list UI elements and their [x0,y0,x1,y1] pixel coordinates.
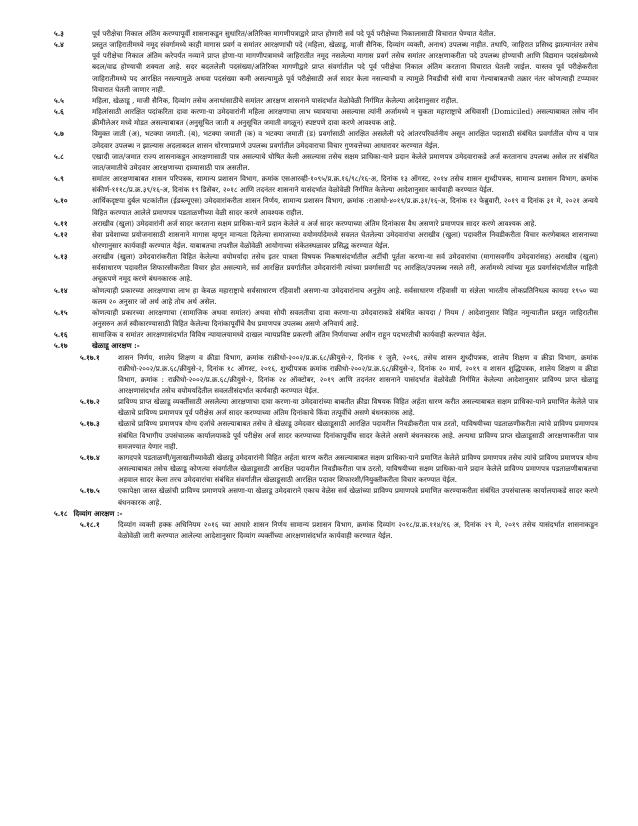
paragraph-number: ५.१८ [54,508,68,518]
section-heading [54,508,598,519]
paragraph-text: शासन निर्णय, शालेय शिक्षण व क्रीडा विभाग, क्रमांक राक्रीधो-२००२/प्र.क्र.६८/क्रीयुसे-२, दिनांक १ जुलै, २०१६, तसेच शासन शुध्दीपत्रक, शालेय शिक्षण व क्रीडा विभाग, क्रमांक राक्रीधो-२००२/प्र.क्र.६८/क्रीयुसे-२, दिनांक १८ ऑगस्ट, २०१६, शुध्दीपत्रक क्रमांक राक्रीधो-२००२/प्र.क्र.६८/क्रीयुसे-२, दिनांक २० मार्च, २०१९ व शासन शुद्धिपत्रक, शालेय शिक्षण व क्रीडा विभाग, क्रमांक : राक्रीधो-२००२/प्र.क्र.६८/क्रीयुसे-२, दिनांक २४ ऑक्टोबर, २०१९ आणि तदनंतर शासनाने यासंदर्भात वेळोवेळी निर्गमित केलेल्या आदेशानुसार प्राविण्य प्राप्त खेळाडू आरक्षणासंदर्भात तसेच वयोमर्यादेतील सवलतीसंदर्भात कार्यवाही करण्यात येईल. [118,352,598,395]
paragraph-text: खेळाचे प्राविण्य प्रमाणपत्र योग्य दर्जाचे असल्याबाबत तसेच ते खेळाडू उमेदवार खेळाडूसाठी आरक्षित पदावरील निवडीकरीता पात्र ठरतो, याविषयीच्या पडताळणीकरीता त्यांचे प्राविण्य प्रमाणपत्र संबंधित विभागीय उपसंचालक कार्यालयाकडे पूर्व परीक्षेस अर्ज सादर करण्याच्या दिनांकापूर्वीच सादर केलेले असणे बंधनकारक आहे. अन्यथा प्राविण्य प्राप्त खेळाडूसाठी आरक्षणाकरीता पात्र समजण्यात येणार नाही. [118,419,598,451]
paragraph-number: ५.६ [54,107,64,117]
heading-text: दिव्यांग आरक्षण :- [73,508,123,518]
rule-paragraph [54,485,598,507]
paragraph-text: सामाजिक व समांतर आरक्षणासंदर्भात विविध न्यायालयामध्ये दाखल न्यायप्रविष्ट प्रकरणी अंतिम निर्णयाच्या अधीन राहून पदभरतीची कार्यवाही करण्यात येईल. [92,330,487,340]
paragraph-number: ५.१७.२ [80,397,100,407]
paragraph-number: ५.१८.१ [80,519,100,529]
paragraph-text: अराखीव (खुला) उमेदवारांनी अर्ज सादर करताना सक्षम प्राधिका-याने प्रदान केलेले व अर्ज सादर करण्याच्या अंतिम दिनांकास वैध असणारे प्रमाणपत्र सादर करणे आवश्यक आहे. [92,218,537,228]
paragraph-number: ५.१६ [54,330,68,340]
paragraph-text: एकापेक्षा जास्त खेळांची प्राविण्य प्रमाणपत्रे असणा-या खेळाडू उमेदवाराने एकाच वेळेस सर्व खेळांच्या प्राविण्य प्रमाणपत्रे प्रमाणित करण्याकरीता संबंधित उपसंचालक कार्यालयाकडे सादर करणे बंधनकारक आहे. [118,486,598,507]
paragraph-text: महिलांसाठी आरक्षित पदांकरिता दावा करणा-या उमेदवारांनी महिला आरक्षणाचा लाभ घ्यावयाचा असल्यास त्यांनी अर्जामध्ये न चुकता महाराष्ट्राचे अधिवासी (Domiciled) असल्याबाबत तसेच नॉन क्रीमीलेअर मध्ये मोडत असल्याबाबत (अनुसूचित जाती व अनुसूचित जमाती वगळून) स्पष्टपणे दावा करणे आवश्यक आहे. [92,107,598,128]
paragraph-number: ५.१७.१ [80,352,100,362]
paragraph-number: ५.७ [54,129,64,139]
paragraph-text: प्राविण्य प्राप्त खेळाडू व्यक्तींसाठी असलेल्या आरक्षणाचा दावा करणा-या उमेदवारांच्या बाबतीत क्रीडा विषयक विहित अर्हता धारण करीत असल्याबाबत सक्षम प्राधिका-याने प्रमाणित केलेले पात्र खेळाचे प्राविण्य प्रमाणपत्र पूर्व परीक्षेस अर्ज सादर करण्याच्या अंतिम दिनांकाचे किंवा तत्पूर्वीचे असणे बंधनकारक आहे. [118,397,598,418]
paragraph-number: ५.१३ [54,252,68,262]
rule-paragraph [54,229,598,251]
rule-paragraph [54,285,598,307]
rule-paragraph [54,195,598,217]
paragraph-text: अराखीव (खुला) उमेदवारांकरीता विहित केलेल्या वयोमर्यादा तसेच इतर पात्रता विषयक निकषासंदर्भातील अटींची पूर्तता करणा-या सर्व उमेदवारांचा (मागासवर्गीय उमेदवारांसह) अराखीव (खुला) सर्वसाधारण पदावरील शिफारसीकरीता विचार होत असल्याने, सर्व आरक्षित प्रवर्गातील उमेदवारांनी त्यांच्या प्रवर्गासाठी पद आरक्षित/उपलब्ध नसले तरी, अर्जामध्ये त्यांच्या मूळ प्रवर्गासंदर्भातील माहिती अचूकपणे नमूद करणे बंधनकारक आहे. [92,252,598,284]
rule-paragraph [54,396,598,418]
rule-paragraph [54,173,598,195]
paragraph-number: ५.५ [54,95,64,105]
paragraph-number: ५.१४ [54,285,68,295]
rules-section [54,28,598,541]
rule-paragraph [54,28,598,39]
paragraph-text: प्रस्तुत जाहिरातीमध्ये नमूद संवर्गामध्ये काही मागास प्रवर्ग व समांतर आरक्षणाची पदे (महिला, खेळाडू, माजी सैनिक, दिव्यांग व्यक्ती, अनाथ) उपलब्ध नाहीत. तथापि, जाहिरात प्रसिध्द झाल्यानंतर तसेच पूर्व परीक्षेचा निकाल अंतिम करेपर्यंत नव्याने प्राप्त होणा-या मागणीपत्रामध्ये जाहिरातीत नमूद नसलेल्या मागास प्रवर्ग तसेच समांतर आरक्षणाकरीता पदे उपलब्ध होण्याची आणि विद्यमान पदसंख्येमध्ये बदल/वाढ होण्याची शक्यता आहे. सदर बदललेली पदसंख्या/अतिरिक्त मागणीद्वारे प्राप्त संवर्गातील पदे पूर्व परीक्षेचा निकाल अंतिम करताना विचारात घेतली जाईल. यास्तव पूर्व परीक्षेकरीता जाहिरातीमध्ये पद आरक्षित नसल्यामुळे अथवा पदसंख्या कमी असल्यामुळे पूर्व परीक्षेसाठी अर्ज सादर केला नसल्याची व त्यामुळे निवडीची संधी वाया गेल्याबाबतची तक्रार नंतर कोणत्याही टप्प्यावर विचारात घेतली जाणार नाही. [92,40,598,94]
paragraph-number: ५.४ [54,40,64,50]
rule-paragraph [54,151,598,173]
paragraph-number: ५.९ [54,174,64,184]
paragraph-number: ५.३ [54,29,64,38]
rule-paragraph [54,329,598,340]
rule-paragraph [54,452,598,485]
paragraph-text: समांतर आरक्षणाबाबत शासन परिपत्रक, सामान्य प्रशासन विभाग, क्रमांक एसआरव्ही-१०९५/प्र.क्र.१६/९८/१६-अ, दिनांक १३ ऑगस्ट, २०१४ तसेच शासन शुध्दीपत्रक, सामान्य प्रशासन विभाग, क्रमांक संकीर्ण-१११८/प्र.क्र.३९/१६-अ, दिनांक १९ डिसेंबर, २०१८ आणि तदनंतर शासनाने यासंदर्भात वेळोवेळी निर्गमित केलेल्या आदेशानुसार कार्यवाही करण्यात येईल. [92,174,598,195]
paragraph-text: एखादी जात/जमात राज्य शासनाकडून आरक्षणासाठी पात्र असल्याचे घोषित केली असल्यास तसेच सक्षम प्राधिका-याने प्रदान केलेले प्रमाणपत्र उमेदवाराकडे अर्ज करतानाच उपलब्ध असेल तर संबंधित जात/जमातीचे उमेदवार आरक्षणाच्या दाव्यासाठी पात्र असतील. [92,151,598,172]
paragraph-number: ५.१२ [54,229,68,239]
rule-paragraph [54,251,598,284]
rule-paragraph [54,218,598,229]
paragraph-number: ५.१७.४ [80,452,100,462]
rule-paragraph [54,418,598,451]
rule-paragraph [54,519,598,541]
paragraph-text: दिव्यांग व्यक्ती हक्क अधिनियम २०१६ च्या आधारे शासन निर्णय सामान्य प्रशासन विभाग, क्रमांक दिव्यांग २०१८/प्र.क्र.११४/१६ अ, दिनांक २९ मे, २०१९ तसेच यासंदर्भात शासनाकडून वेळोवेळी जारी करण्यात आलेल्या आदेशानुसार दिव्यांग व्यक्तींच्या आरक्षणासंदर्भात कार्यवाही करण्यात येईल. [118,519,598,541]
paragraph-number: ५.८ [54,151,64,161]
rule-paragraph [54,128,598,150]
heading-text: खेळाडू आरक्षण :- [92,341,140,351]
rule-paragraph [54,106,598,128]
paragraph-number: ५.१० [54,196,68,206]
paragraph-number: ५.११ [54,218,68,228]
paragraph-text: सेवा प्रवेशाच्या प्रयोजनासाठी शासनाने मागास म्हणून मान्यता दिलेल्या समाजाच्या वयोमर्यादेमध्ये सवलत घेतलेल्या उमेदवारांचा अराखीव (खुला) पदावरील निवडीकरीता विचार करणेबाबत शासनाच्या धोरणानुसार कार्यवाही करण्यात येईल. याबाबतचा तपशील वेळोवेळी आयोगाच्या संकेतस्थळावर प्रसिद्ध करण्यात येईल. [92,229,598,250]
section-heading [54,340,598,351]
paragraph-text: कोणत्याही प्रकारच्या आरक्षणाचा लाभ हा केवळ महाराष्ट्राचे सर्वसाधारण रहिवाशी असणा-या उमेदवारांनाच अनुज्ञेय आहे. सर्वसाधारण रहिवासी या संज्ञेला भारतीय लोकप्रतिनिधत्व कायदा १९५० च्या कलम २० अनुसार जो अर्थ आहे तोच अर्थ असेल. [92,285,598,306]
rule-paragraph [54,307,598,329]
paragraph-text: पूर्व परीक्षेचा निकाल अंतिम करण्यापूर्वी शासनाकडून सुधारित/अतिरिक्त मागणीपत्राद्वारे प्राप्त होणारी सर्व पदे पूर्व परीक्षेच्या निकालासाठी विचारात घेण्यात येतील. [92,29,496,38]
paragraph-text: आर्थिकदृष्टया दुर्बल घटकांतील (ईडब्ल्यूएस) उमेदवारांकरीता शासन निर्णय, सामान्य प्रशासन विभाग, क्रमांक :राआधो-४०१९/प्र.क्र.३१/१६-अ, दिनांक १२ फेब्रुवारी, २०१९ व दिनांक ३१ मे, २०२१ अन्वये विहित करण्यात आलेले प्रमाणपत्र पडताळणीच्या वेळी सादर करणे आवश्यक राहील. [92,196,598,217]
paragraph-text: कागदपत्रे पडताळणी/मुलाखतीच्यावेळी खेळाडू उमेदवारांनी विहित अर्हता धारण करीत असल्याबाबत सक्षम प्राधिका-याने प्रमाणित केलेले प्राविण्य प्रमाणपत्र तसेच त्यांचे प्राविण्य प्रमाणपत्र योग्य असल्याबाबत तसेच खेळाडू कोणत्या संवर्गातील खेळाडूसाठी आरक्षित पदावरील निवडीकरीता पात्र ठरतो, याविषयीच्या सक्षम प्राधिका-याने प्रदान केलेले प्राविण्य प्रमाणपत्र पडताळणीबाबतचा अहवाल सादर केला तरच उमेदवारांचा संबंधित संवर्गातील खेळाडूसाठी आरक्षित पदावर शिफारशी/नियुक्तीकरीता विचार करण्यात येईल. [118,452,598,485]
rule-paragraph [54,39,598,95]
paragraph-text: कोणत्याही प्रकारच्या आरक्षणाचा (सामाजिक अथवा समांतर) अथवा सोयी सवलतीचा दावा करणा-या उमेदवाराकडे संबंधित कायदा / नियम / आदेशानुसार विहित नमुन्यातील प्रस्तुत जाहिरातीस अनुसरुन अर्ज स्वीकारण्यासाठी विहित केलेल्या दिनांकापूर्वीचे वैध प्रमाणपत्र उपलब्ध असणे अनिवार्य आहे. [92,307,598,329]
rule-paragraph [54,352,598,397]
paragraph-number: ५.१७.५ [80,486,100,496]
rule-paragraph [54,95,598,106]
paragraph-number: ५.१७ [54,341,68,351]
paragraph-text: विमुक्त जाती (अ), भटक्या जमाती. (ब), भटक्या जमाती (क) व भटक्या जमाती (ड) प्रवर्गासाठी आरक्षित असलेली पदे आंतरपरिवर्तनीय असून आरक्षित पदासाठी संबंधित प्रवर्गातील योग्य व पात्र उमेदवार उपलब्ध न झाल्यास अदलाबदल शासन धोरणाप्रमाणे उपलब्ध प्रवर्गातील उमेदवाराचा विचार गुणवत्तेच्या आधारावर करण्यात येईल. [92,129,598,150]
paragraph-text: महिला, खेळाडू , माजी सैनिक, दिव्यांग तसेच अनाथांसाठीचे समांतर आरक्षण शासनाने यासंदर्भात वेळोवेळी निर्गमित केलेल्या आदेशानुसार राहील. [92,95,459,105]
paragraph-number: ५.१७.३ [80,419,100,429]
paragraph-number: ५.१५ [54,307,68,317]
